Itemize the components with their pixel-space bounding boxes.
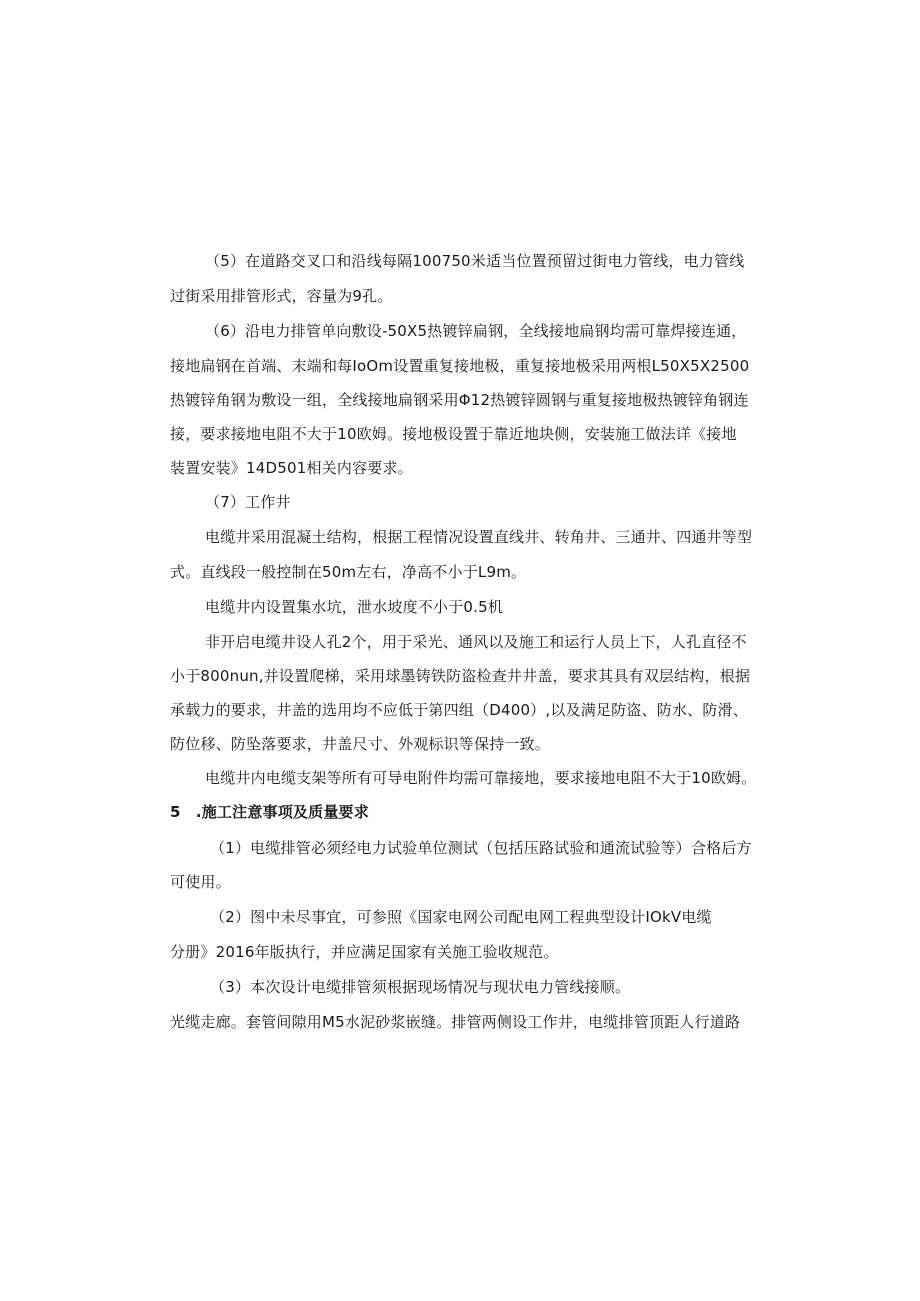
section-5-heading: 5 .施工注意事项及质量要求 xyxy=(170,803,369,821)
paragraph-11-line-1: 电缆井内电缆支架等所有可导电附件均需可靠接地，要求接地电阻不大于10欧姆。 xyxy=(205,769,757,787)
quality-item-1-line-2: 可使用。 xyxy=(170,873,231,891)
quality-item-2-line-1: （2）图中未尽事宜，可参照《国家电网公司配电网工程典型设计IOkV电缆 xyxy=(210,908,712,926)
paragraph-10-line-3: 承载力的要求，井盖的选用均不应低于第四组（D400）,以及满足防盗、防水、防滑、 xyxy=(170,701,748,719)
paragraph-9-line-1: 电缆井内设置集水坑，泄水坡度不小于0.5机 xyxy=(205,598,504,616)
paragraph-8-line-2: 式。直线段一般控制在50m左右，净高不小于L9m。 xyxy=(170,563,527,581)
quality-item-2-line-2: 分册》2016年版执行，并应满足国家有关施工验收规范。 xyxy=(170,943,559,961)
paragraph-6-line-2: 接地扁钢在首端、末端和每IoOm设置重复接地极，重复接地极采用两根L50X5X2500 xyxy=(170,357,750,375)
paragraph-8-line-1: 电缆井采用混凝土结构，根据工程情况设置直线井、转角井、三通井、四通井等型 xyxy=(205,528,753,546)
paragraph-5-line-1: （5）在道路交叉口和沿线每隔100750米适当位置预留过街电力管线，电力管线 xyxy=(205,252,745,270)
quality-item-1-line-1: （1）电缆排管必须经电力试验单位测试（包括压路试验和通流试验等）合格后方 xyxy=(210,839,752,857)
paragraph-5-line-2: 过街采用排管形式，容量为9孔。 xyxy=(170,287,393,305)
tail-line: 光缆走廊。套管间隙用M5水泥砂浆嵌缝。排管两侧设工作井，电缆排管顶距人行道路 xyxy=(170,1013,741,1031)
paragraph-10-line-1: 非开启电缆井设人孔2个，用于采光、通风以及施工和运行人员上下，人孔直径不 xyxy=(205,633,747,651)
paragraph-6-line-4: 接，要求接地电阻不大于10欧姆。接地极设置于靠近地块侧，安装施工做法详《接地 xyxy=(170,425,737,443)
paragraph-10-line-4: 防位移、防坠落要求，井盖尺寸、外观标识等保持一致。 xyxy=(170,735,551,753)
quality-item-3-line-1: （3）本次设计电缆排管须根据现场情况与现状电力管线接顺。 xyxy=(210,978,631,996)
paragraph-10-line-2: 小于800nun,并设置爬梯，采用球墨铸铁防盗检查井井盖，要求其具有双层结构，根据 xyxy=(170,667,751,685)
paragraph-6-line-1: （6）沿电力排管单向敷设-50X5热镀锌扁钢，全线接地扁钢均需可靠焊接连通， xyxy=(205,322,747,340)
paragraph-6-line-3: 热镀锌角钢为敷设一组，全线接地扁钢采用Φ12热镀锌圆钢与重复接地极热镀锌角钢连 xyxy=(170,391,749,409)
paragraph-7-heading: （7）工作井 xyxy=(205,493,291,511)
paragraph-6-line-5: 装置安装》14D501相关内容要求。 xyxy=(170,459,413,477)
